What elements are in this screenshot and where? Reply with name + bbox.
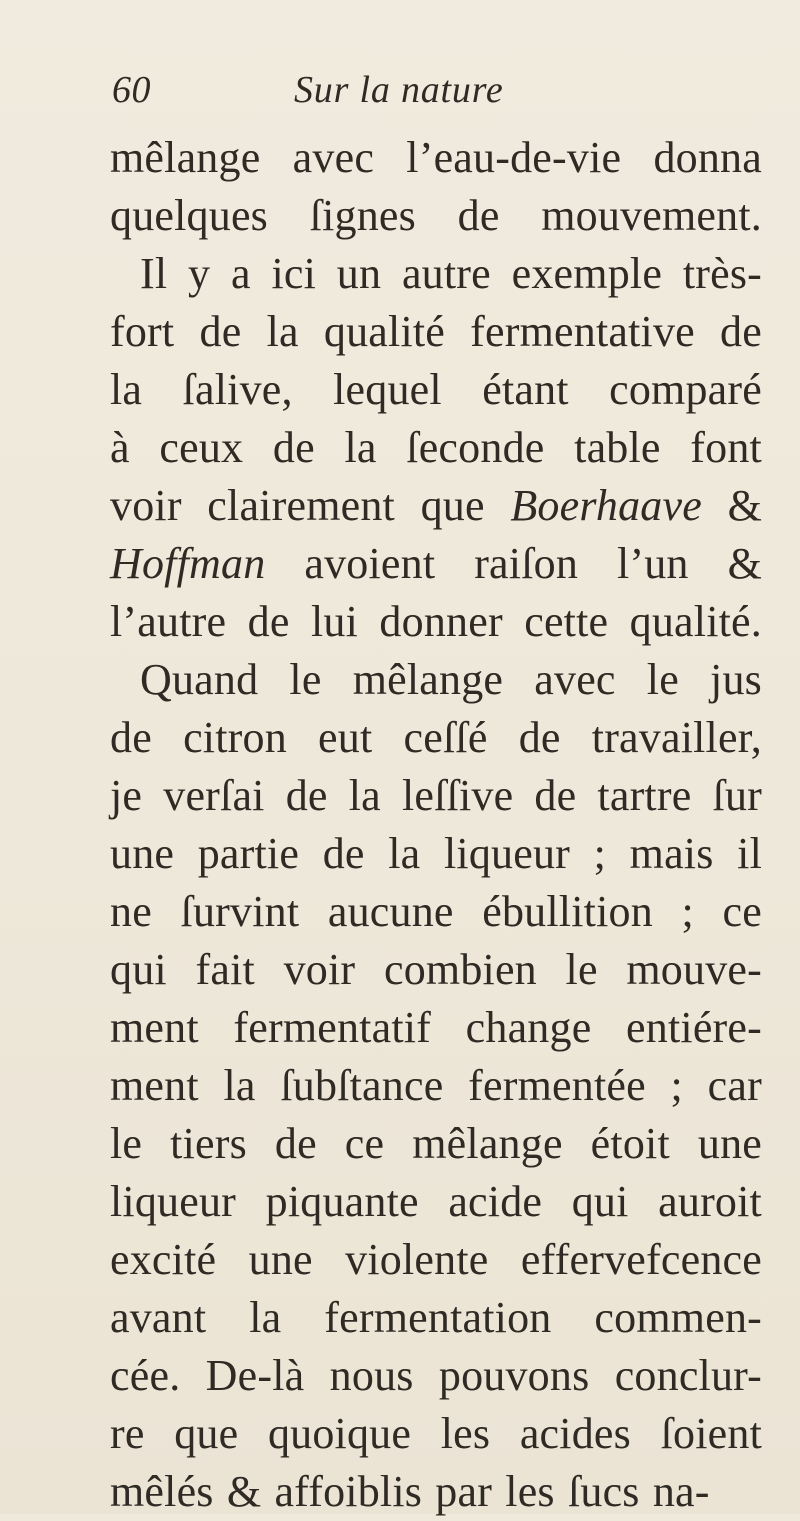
text-line-01: mêlange avec l’eau-de-vie donna bbox=[110, 133, 762, 182]
text-line-06: à ceux de la ſeconde table font bbox=[110, 423, 762, 472]
text-line-17: ment la ſubſtance fermentée ; car bbox=[110, 1061, 762, 1110]
text-line-09: l’autre de lui donner cette qualité. bbox=[110, 597, 762, 646]
text-line-18: le tiers de ce mêlange étoit une bbox=[110, 1119, 762, 1168]
page-number: 60 bbox=[112, 69, 151, 111]
text-line-14: ne ſurvint aucune ébullition ; ce bbox=[110, 887, 762, 936]
text-line-11: de citron eut ceſſé de travailler, bbox=[110, 713, 762, 762]
text-line-08 bbox=[110, 535, 762, 593]
text-line-02: quelques ſignes de mouvement. bbox=[110, 191, 762, 240]
text-line-05: la ſalive, lequel étant comparé bbox=[110, 365, 762, 414]
text-line-16: ment fermentatif change entiére- bbox=[110, 1003, 762, 1052]
text-line-20: excité une violente effervefcence bbox=[110, 1235, 762, 1284]
page-header bbox=[112, 68, 712, 128]
text-line-13: une partie de la liqueur ; mais il bbox=[110, 829, 762, 878]
text-line-07-suffix: & bbox=[701, 481, 763, 530]
text-line-04: fort de la qualité fermentative de bbox=[110, 307, 762, 356]
text-line-10: Quand le mêlange avec le jus bbox=[140, 655, 762, 704]
text-line-07 bbox=[110, 477, 762, 535]
text-line-07-prefix: voir clairement que bbox=[110, 481, 511, 530]
text-line-12: je verſai de la leſſive de tartre ſur bbox=[110, 771, 762, 820]
author-name-boerhaave: Boerhaave bbox=[510, 481, 702, 530]
running-title: Sur la nature bbox=[294, 69, 504, 111]
text-line-23: re que quoique les acides ſoient bbox=[110, 1409, 762, 1458]
text-line-15: qui fait voir combien le mouve- bbox=[110, 945, 762, 994]
text-line-24: mêlés & affoiblis par les ſucs na- bbox=[110, 1467, 710, 1516]
text-line-19: liqueur piquante acide qui auroit bbox=[110, 1177, 762, 1226]
text-line-21: avant la fermentation commen- bbox=[110, 1293, 762, 1342]
text-line-08-suffix: avoient raiſon l’un & bbox=[265, 539, 762, 588]
body-text bbox=[110, 129, 762, 1521]
author-name-hoffman: Hoffman bbox=[110, 539, 266, 588]
text-line-22: cée. De-là nous pouvons conclur- bbox=[110, 1351, 762, 1400]
text-line-03: Il y a ici un autre exemple très- bbox=[140, 249, 762, 298]
